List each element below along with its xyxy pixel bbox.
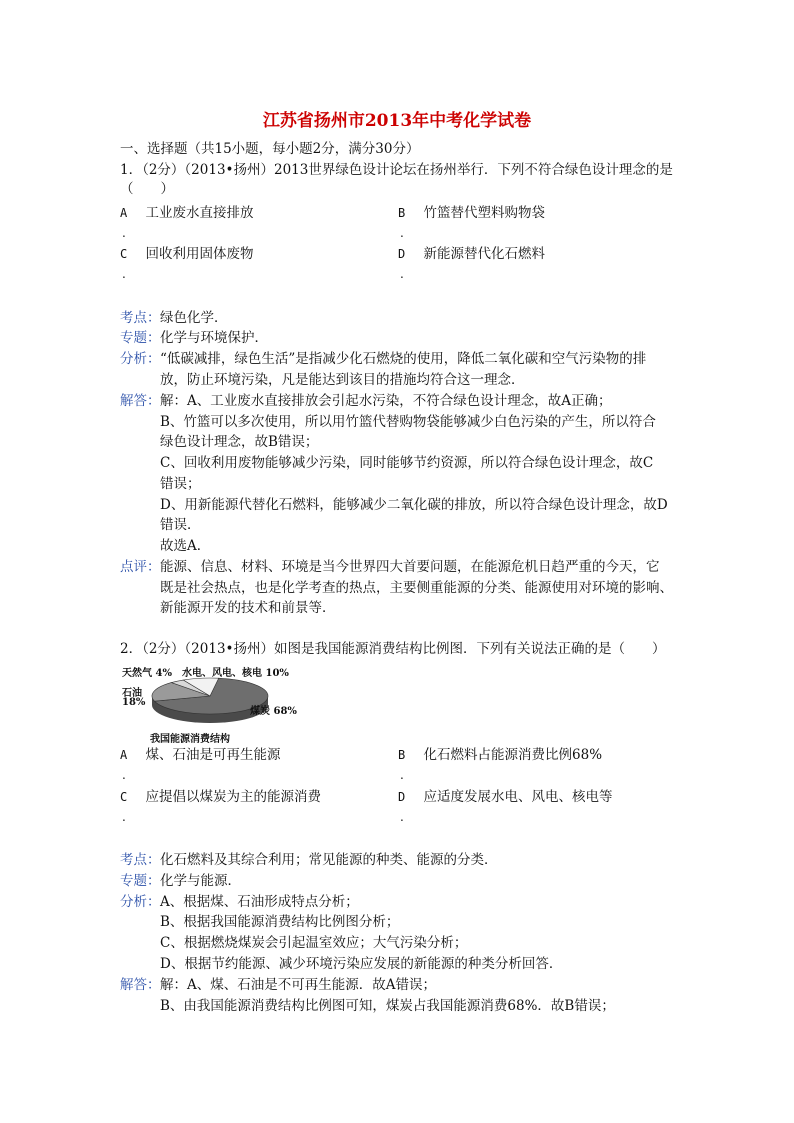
pie-label-oil-pct: 18% bbox=[122, 697, 146, 708]
pie-label-hydro: 水电、风电、核电 10% bbox=[182, 668, 289, 679]
q2-kaodian-label: 考点： bbox=[120, 852, 161, 868]
q2-kaodian: 化石燃料及其综合利用；常见能源的种类、能源的分类． bbox=[160, 852, 498, 868]
q1-jieda-line: 错误． bbox=[160, 517, 201, 533]
q1-jieda-line: B、竹篮可以多次使用，所以用竹篮代替购物袋能够减少白色污染的产生，所以符合 bbox=[160, 414, 656, 430]
q1-jieda-label: 解答： bbox=[120, 393, 161, 409]
q2-zhuanti: 化学与能源． bbox=[160, 873, 241, 889]
q2-jieda-line: B、由我国能源消费结构比例图可知，煤炭占我国能源消费68%．故B错误； bbox=[160, 998, 615, 1014]
option-letter: A bbox=[120, 206, 128, 220]
q1-fenxi-line: 放，防止环境污染，凡是能达到该目的措施均符合这一理念． bbox=[160, 372, 525, 388]
q2-jieda-label: 解答： bbox=[120, 977, 161, 993]
option-letter: D bbox=[398, 247, 406, 261]
dot: . bbox=[400, 810, 404, 824]
option-text: 煤、石油是可再生能源 bbox=[145, 747, 281, 763]
q1-zhuanti-label: 专题： bbox=[120, 330, 161, 346]
option-letter: B bbox=[398, 206, 406, 220]
q1-jieda-line: 绿色设计理念，故B错误； bbox=[160, 434, 319, 450]
pie-label-oil: 石油 bbox=[122, 688, 142, 699]
option-text: 应适度发展水电、风电、核电等 bbox=[423, 789, 613, 805]
q2-stem: 2．（2分）（2013•扬州）如图是我国能源消费结构比例图．下列有关说法正确的是（ ） bbox=[120, 641, 666, 657]
q1-stem: 1．（2分）（2013•扬州）2013世界绿色设计论坛在扬州举行．下列不符合绿色设计理念的是 bbox=[120, 162, 673, 178]
option-text: 新能源替代化石燃料 bbox=[423, 246, 546, 262]
option-letter: A bbox=[120, 748, 128, 762]
option-text: 应提倡以煤炭为主的能源消费 bbox=[145, 789, 322, 805]
option-text: 工业废水直接排放 bbox=[145, 205, 254, 221]
energy-pie-chart bbox=[120, 662, 310, 744]
dot: . bbox=[122, 226, 126, 240]
q1-jieda-line: C、回收利用废物能够减少污染，同时能够节约资源，所以符合绿色设计理念，故C bbox=[160, 455, 654, 471]
q1-jieda-line: 故选A． bbox=[160, 538, 211, 554]
q1-option-a[interactable] bbox=[120, 202, 254, 224]
q1-dianping-line: 新能源开发的技术和前景等． bbox=[160, 600, 336, 616]
pie-label-coal: 煤炭 68% bbox=[250, 706, 297, 717]
option-text: 回收利用固体废物 bbox=[145, 246, 254, 262]
page-title: 江苏省扬州市2013年中考化学试卷 bbox=[262, 111, 532, 131]
q1-dianping-line: 能源、信息、材料、环境是当今世界四大首要问题，在能源危机日趋严重的今天，它 bbox=[160, 559, 660, 575]
q2-fenxi-line: B、根据我国能源消费结构比例图分析； bbox=[160, 914, 400, 930]
q2-jieda-line: 解：A、煤、石油是不可再生能源．故A错误； bbox=[160, 977, 436, 993]
q1-kaodian: 绿色化学． bbox=[160, 310, 228, 326]
q2-option-c[interactable] bbox=[120, 786, 321, 808]
q2-option-d[interactable] bbox=[398, 786, 613, 808]
q1-option-b[interactable] bbox=[398, 202, 545, 224]
pie-label-gas: 天然气 4% bbox=[122, 668, 172, 679]
q1-jieda-line: 错误； bbox=[160, 476, 201, 492]
q1-kaodian-label: 考点： bbox=[120, 310, 161, 326]
q1-zhuanti: 化学与环境保护． bbox=[160, 330, 268, 346]
q2-zhuanti-label: 专题： bbox=[120, 873, 161, 889]
option-letter: C bbox=[120, 247, 128, 261]
section-heading: 一、选择题（共15小题，每小题2分，满分30分） bbox=[120, 141, 420, 157]
dot: . bbox=[122, 768, 126, 782]
q1-jieda-line: 解：A、工业废水直接排放会引起水污染，不符合绿色设计理念，故A正确； bbox=[160, 393, 612, 409]
pie-caption: 我国能源消费结构 bbox=[150, 734, 230, 745]
option-letter: C bbox=[120, 790, 128, 804]
option-letter: B bbox=[398, 748, 406, 762]
option-text: 化石燃料占能源消费比例68% bbox=[423, 747, 603, 763]
q1-fenxi-line: “低碳减排，绿色生活”是指减少化石燃烧的使用，降低二氧化碳和空气污染物的排 bbox=[160, 351, 647, 367]
q1-jieda-line: D、用新能源代替化石燃料，能够减少二氧化碳的排放，所以符合绿色设计理念，故D bbox=[160, 497, 668, 513]
dot: . bbox=[400, 267, 404, 281]
q2-fenxi-line: A、根据煤、石油形成特点分析； bbox=[160, 894, 359, 910]
option-text: 竹篮替代塑料购物袋 bbox=[423, 205, 546, 221]
q2-option-b[interactable] bbox=[398, 744, 602, 766]
dot: . bbox=[122, 267, 126, 281]
dot: . bbox=[400, 768, 404, 782]
dot: . bbox=[122, 810, 126, 824]
q1-option-d[interactable] bbox=[398, 243, 545, 265]
q2-option-a[interactable] bbox=[120, 744, 281, 766]
q1-fenxi-label: 分析： bbox=[120, 351, 161, 367]
q2-fenxi-line: D、根据节约能源、减少环境污染应发展的新能源的种类分析回答． bbox=[160, 956, 563, 972]
option-letter: D bbox=[398, 790, 406, 804]
q1-stem-brackets: （ ） bbox=[120, 181, 174, 197]
q1-option-c[interactable] bbox=[120, 243, 254, 265]
dot: . bbox=[400, 226, 404, 240]
q2-fenxi-label: 分析： bbox=[120, 894, 161, 910]
q2-fenxi-line: C、根据燃烧煤炭会引起温室效应；大气污染分析； bbox=[160, 935, 468, 951]
q1-dianping-line: 既是社会热点，也是化学考查的热点，主要侧重能源的分类、能源使用对环境的影响、 bbox=[160, 580, 673, 596]
q1-dianping-label: 点评： bbox=[120, 559, 161, 575]
